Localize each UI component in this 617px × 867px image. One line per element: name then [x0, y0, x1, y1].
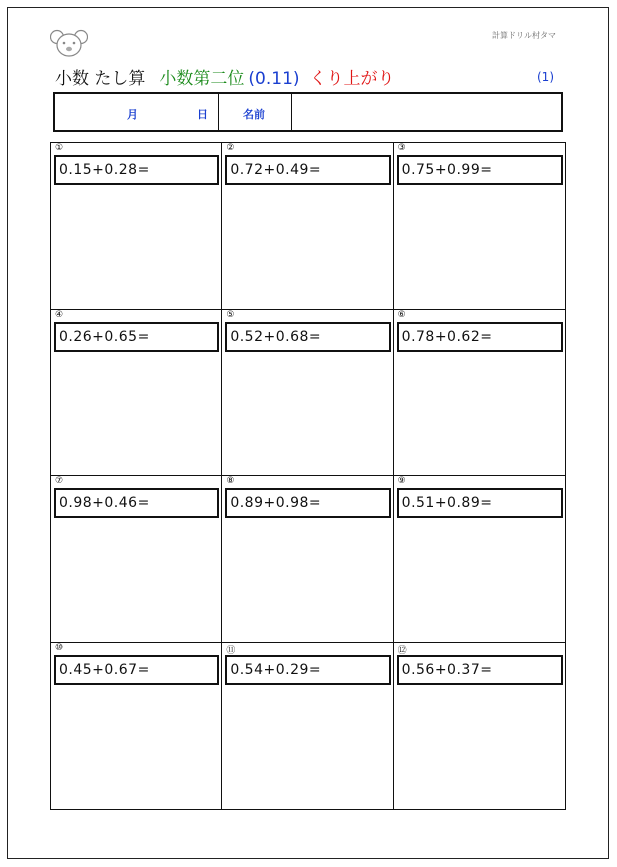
problem-expression: 0.45+0.67= [54, 655, 219, 685]
problem-expression: 0.26+0.65= [54, 322, 219, 352]
problem-number: ⑪ [226, 645, 236, 656]
problem-number: ④ [55, 309, 64, 320]
problem-cell[interactable] [394, 476, 565, 643]
problem-cell[interactable] [51, 310, 222, 477]
problem-cell[interactable] [51, 643, 222, 810]
problem-number: ⑦ [55, 476, 64, 486]
title-sub: 小数第二位 [159, 69, 245, 89]
problem-number: ① [55, 143, 64, 153]
sheet-number: (1) [537, 70, 554, 84]
title-carry: くり上がり [309, 69, 395, 89]
day-label: 日 [197, 108, 208, 121]
problem-expression: 0.54+0.29= [225, 655, 390, 685]
problem-cell[interactable] [222, 643, 393, 810]
problem-number: ⑥ [397, 309, 406, 320]
divider [291, 94, 292, 130]
problem-expression: 0.15+0.28= [54, 155, 219, 185]
problem-cell[interactable] [394, 643, 565, 810]
problem-number: ⑤ [226, 309, 235, 320]
month-label: 月 [127, 108, 138, 121]
problem-cell[interactable] [394, 143, 565, 310]
problem-expression: 0.52+0.68= [225, 322, 390, 352]
problem-expression: 0.78+0.62= [397, 322, 563, 352]
title-number: (0.11) [248, 69, 300, 89]
problem-cell[interactable] [51, 143, 222, 310]
problem-expression: 0.72+0.49= [225, 155, 390, 185]
problem-cell[interactable] [222, 143, 393, 310]
problem-expression: 0.98+0.46= [54, 488, 219, 518]
brand-text: 計算ドリル村タマ [492, 31, 556, 40]
header-box [53, 92, 563, 132]
problem-expression: 0.89+0.98= [225, 488, 390, 518]
problem-number: ② [226, 143, 235, 153]
problem-cell[interactable] [222, 310, 393, 477]
problem-number: ⑧ [226, 476, 235, 486]
problem-expression: 0.51+0.89= [397, 488, 563, 518]
problem-expression: 0.75+0.99= [397, 155, 563, 185]
problem-cell[interactable] [394, 310, 565, 477]
koala-icon [50, 27, 88, 59]
problem-number: ⑫ [397, 645, 407, 656]
title-main: 小数 たし算 [55, 69, 146, 89]
problem-cell[interactable] [51, 476, 222, 643]
problem-expression: 0.56+0.37= [397, 655, 563, 685]
problem-number: ⑨ [397, 476, 406, 486]
divider [218, 94, 219, 130]
problem-grid [50, 142, 566, 810]
problem-cell[interactable] [222, 476, 393, 643]
problem-number: ⑩ [55, 642, 64, 653]
page-title [55, 64, 395, 88]
name-label: 名前 [243, 108, 265, 121]
problem-number: ③ [397, 143, 406, 153]
